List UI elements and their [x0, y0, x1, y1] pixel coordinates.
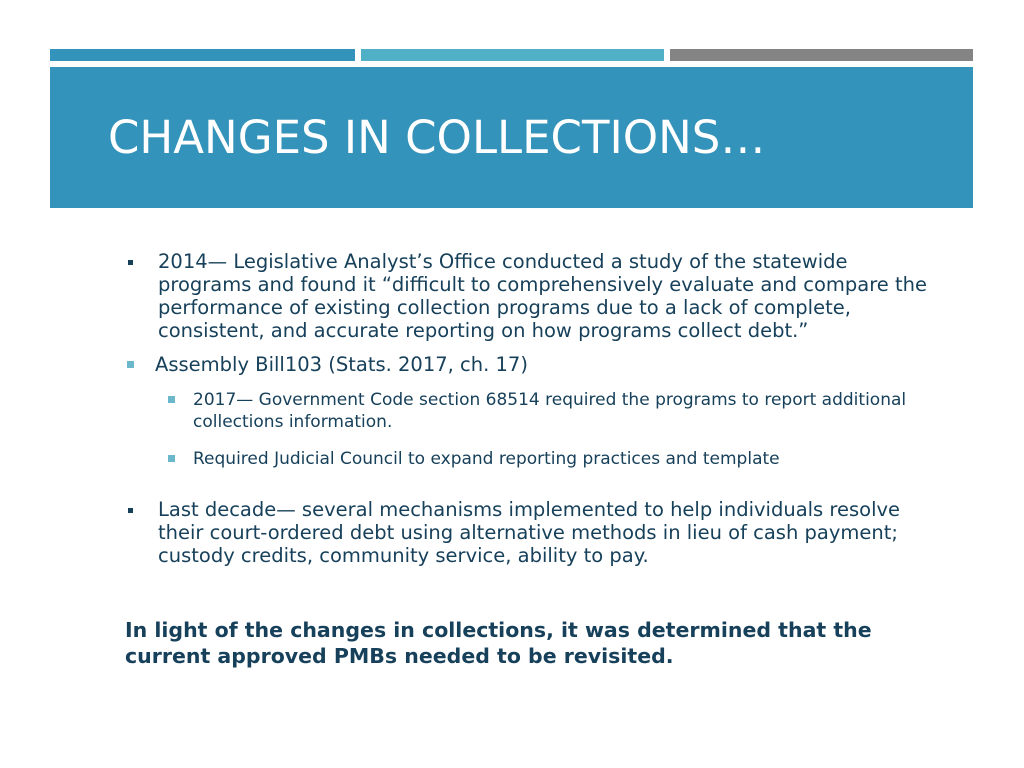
accent-stripe-blue	[50, 49, 355, 61]
bullet-text	[193, 389, 906, 433]
bullet-line: programs and found it “difficult to comprehensively evaluate and compare the	[158, 273, 927, 296]
title-banner	[50, 67, 973, 208]
bullet-text	[193, 448, 780, 470]
bullet-line: consistent, and accurate reporting on how programs collect debt.”	[158, 319, 809, 342]
bullet-line: collections information.	[193, 412, 393, 432]
bullet-line: Assembly Bill103 (Stats. 2017, ch. 17)	[155, 353, 528, 376]
accent-stripe-gray	[670, 49, 973, 61]
bullet-text	[158, 250, 927, 342]
conclusion-line: In light of the changes in collections, it was determined that the	[125, 618, 872, 642]
bullet-text	[155, 353, 528, 376]
slide-title: CHANGES IN COLLECTIONS…	[108, 111, 766, 164]
bullet-line: their court-ordered debt using alternative methods in lieu of cash payment;	[158, 521, 898, 544]
bullet-line: performance of existing collection programs due to a lack of complete,	[158, 296, 851, 319]
square-bullet-icon	[168, 396, 175, 403]
conclusion-statement	[125, 617, 872, 669]
bullet-text	[158, 498, 900, 567]
bullet-line: 2017— Government Code section 68514 required the programs to report additional	[193, 390, 907, 410]
square-bullet-icon	[128, 260, 133, 265]
square-bullet-icon	[127, 361, 134, 368]
bullet-line: 2014— Legislative Analyst’s Office conducted a study of the statewide	[158, 250, 848, 273]
bullet-line: Last decade— several mechanisms implemented to help individuals resolve	[158, 498, 901, 521]
bullet-line: custody credits, community service, ability to pay.	[158, 544, 649, 567]
accent-stripe-teal	[361, 49, 664, 61]
square-bullet-icon	[128, 508, 133, 513]
square-bullet-icon	[168, 455, 175, 462]
bullet-line: Required Judicial Council to expand reporting practices and template	[193, 449, 780, 469]
conclusion-line: current approved PMBs needed to be revisited.	[125, 644, 674, 668]
